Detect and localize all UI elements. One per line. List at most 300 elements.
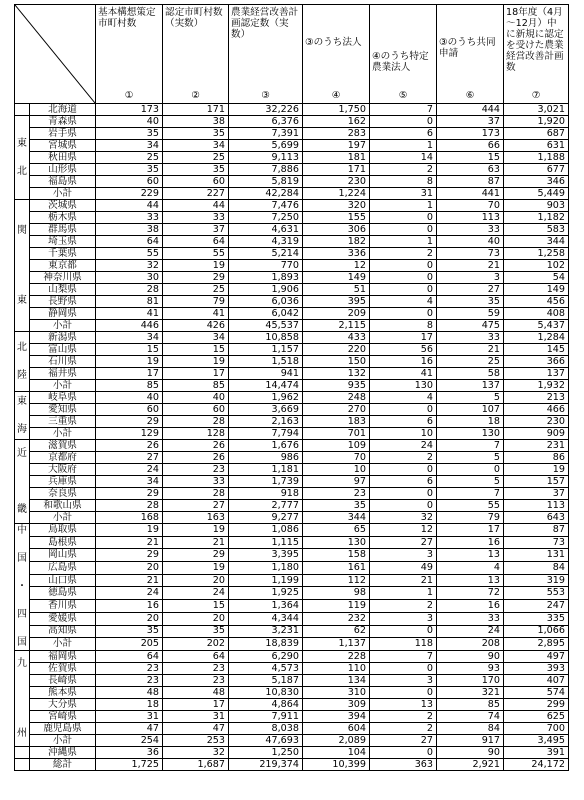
cell-col6: 33 [437,224,504,236]
row-label: 秋田県 [30,152,96,164]
cell-col3: 9,113 [229,152,303,164]
cell-col5: 4 [370,296,437,308]
cell-col6: 40 [437,236,504,248]
cell-col3: 3,395 [229,549,303,562]
table-row [15,344,569,356]
cell-col6: 87 [437,176,504,188]
cell-col4: 130 [303,536,370,549]
cell-col5: 2 [370,248,437,260]
cell-col1: 35 [96,128,163,140]
cell-col7: 1,066 [504,625,569,638]
cell-col4: 158 [303,549,370,562]
cell-col4: 104 [303,747,370,759]
certification-stats-table [14,4,569,771]
row-label: 長崎県 [30,675,96,687]
cell-col5: 56 [370,344,437,356]
cell-col2: 20 [163,574,229,587]
cell-col5: 0 [370,308,437,320]
cell-col2: 26 [163,440,229,452]
row-label: 山形県 [30,164,96,176]
cell-col5: 3 [370,675,437,687]
cell-col1: 32 [96,260,163,272]
row-label: 小計 [30,638,96,651]
cell-col1: 64 [96,236,163,248]
table-row [15,248,569,260]
cell-col3: 10,858 [229,332,303,344]
cell-col6: 74 [437,711,504,723]
cell-col4: 283 [303,128,370,140]
cell-col6: 73 [437,248,504,260]
cell-col1: 24 [96,587,163,600]
cell-col3: 3,669 [229,404,303,416]
cell-col4: 320 [303,200,370,212]
cell-col2: 23 [163,675,229,687]
cell-col2: 17 [163,699,229,711]
cell-col3: 6,042 [229,308,303,320]
cell-col5: 130 [370,380,437,392]
cell-col3: 18,839 [229,638,303,651]
row-label: 新潟県 [30,332,96,344]
cell-col1: 18 [96,699,163,711]
cell-col2: 25 [163,284,229,296]
cell-col2: 163 [163,512,229,524]
cell-col4: 155 [303,212,370,224]
table-row [15,549,569,562]
cell-col1: 60 [96,176,163,188]
cell-col7: 113 [504,500,569,512]
cell-col1: 85 [96,380,163,392]
row-label: 千葉県 [30,248,96,260]
cell-col1: 36 [96,747,163,759]
table-row [15,600,569,613]
cell-col6: 85 [437,699,504,711]
cell-col2: 35 [163,625,229,638]
cell-col1: 28 [96,284,163,296]
cell-col2: 64 [163,651,229,663]
cell-col2: 24 [163,587,229,600]
cell-col2: 426 [163,320,229,332]
cell-col2: 28 [163,416,229,428]
cell-col3: 1,906 [229,284,303,296]
cell-col2: 32 [163,747,229,759]
cell-col3: 1,181 [229,464,303,476]
cell-col1: 254 [96,735,163,747]
cell-col5: 6 [370,128,437,140]
cell-col1: 40 [96,392,163,404]
row-label: 岡山県 [30,549,96,562]
row-label: 山口県 [30,574,96,587]
header-col6: ③のうち共同申請 ⑥ [437,5,504,104]
cell-col7: 231 [504,440,569,452]
cell-col5: 0 [370,488,437,500]
cell-col4: 248 [303,392,370,404]
table-row [15,272,569,284]
cell-col5: 2 [370,164,437,176]
table-row [15,200,569,212]
cell-col2: 23 [163,663,229,675]
cell-col4: 23 [303,488,370,500]
cell-col4: 394 [303,711,370,723]
cell-col5: 6 [370,476,437,488]
cell-col3: 941 [229,368,303,380]
cell-col1: 168 [96,512,163,524]
cell-col6: 25 [437,356,504,368]
cell-col3: 1,180 [229,562,303,575]
cell-col5: 10 [370,428,437,440]
cell-col3: 1,086 [229,524,303,537]
cell-col6: 21 [437,260,504,272]
cell-col1: 20 [96,562,163,575]
cell-col2: 253 [163,735,229,747]
row-label: 小計 [30,428,96,440]
cell-col4: 98 [303,587,370,600]
cell-col3: 14,474 [229,380,303,392]
cell-col2: 202 [163,638,229,651]
cell-col7: 346 [504,176,569,188]
cell-col2: 17 [163,368,229,380]
cell-col1: 33 [96,212,163,224]
row-label: 愛知県 [30,404,96,416]
cell-col5: 12 [370,524,437,537]
cell-col1: 34 [96,140,163,152]
row-label: 大阪府 [30,464,96,476]
cell-col6: 16 [437,536,504,549]
cell-col2: 34 [163,332,229,344]
total-row [15,759,569,771]
cell-col6: 5 [437,476,504,488]
row-label: 石川県 [30,356,96,368]
cell-col1: 20 [96,612,163,625]
cell-col5: 27 [370,536,437,549]
cell-col6: 15 [437,152,504,164]
cell-col1: 35 [96,164,163,176]
cell-col6: 441 [437,188,504,200]
cell-col4: 10 [303,464,370,476]
cell-col4: 270 [303,404,370,416]
cell-col3: 1,115 [229,536,303,549]
cell-col4: 2,115 [303,320,370,332]
cell-col4: 171 [303,164,370,176]
table-row [15,104,569,116]
cell-col4: 149 [303,272,370,284]
cell-col5: 2 [370,600,437,613]
cell-col6: 90 [437,651,504,663]
cell-col2: 19 [163,260,229,272]
cell-col1: 21 [96,574,163,587]
cell-col2: 23 [163,464,229,476]
table-body [15,104,569,771]
cell-col4: 70 [303,452,370,464]
cell-col7: 909 [504,428,569,440]
cell-col7: 391 [504,747,569,759]
cell-col2: 20 [163,612,229,625]
cell-col3: 47,693 [229,735,303,747]
cell-col4: 935 [303,380,370,392]
cell-col5: 0 [370,260,437,272]
cell-col6: 55 [437,500,504,512]
cell-col6: 3 [437,272,504,284]
cell-col7: 102 [504,260,569,272]
cell-col4: 97 [303,476,370,488]
cell-col3: 4,319 [229,236,303,248]
table-row [15,404,569,416]
cell-col2: 60 [163,404,229,416]
cell-col7: 1,258 [504,248,569,260]
cell-col4: 228 [303,651,370,663]
cell-col7: 87 [504,524,569,537]
cell-col4: 62 [303,625,370,638]
row-label: 奈良県 [30,488,96,500]
row-label: 岐阜県 [30,392,96,404]
cell-col1: 34 [96,332,163,344]
cell-col7: 553 [504,587,569,600]
cell-col6: 35 [437,296,504,308]
cell-col6: 17 [437,524,504,537]
cell-col4: 306 [303,224,370,236]
cell-col5: 41 [370,368,437,380]
cell-col6: 72 [437,587,504,600]
cell-col3: 1,250 [229,747,303,759]
cell-col6: 63 [437,164,504,176]
cell-col3: 3,231 [229,625,303,638]
region-label: 九 州 [15,651,30,747]
cell-col4: 35 [303,500,370,512]
cell-col7: 137 [504,368,569,380]
cell-col6: 21 [437,344,504,356]
row-label: 富山県 [30,344,96,356]
row-label: 山梨県 [30,284,96,296]
row-label: 長野県 [30,296,96,308]
cell-col4: 197 [303,140,370,152]
table-row [15,612,569,625]
corner-cell [15,5,96,104]
row-label: 徳島県 [30,587,96,600]
cell-col7: 3,495 [504,735,569,747]
cell-col5: 6 [370,416,437,428]
cell-col2: 85 [163,380,229,392]
table-row [15,663,569,675]
cell-col3: 5,187 [229,675,303,687]
row-label: 沖縄県 [30,747,96,759]
cell-col4: 109 [303,440,370,452]
cell-col5: 1 [370,587,437,600]
cell-col4: 1,137 [303,638,370,651]
cell-col2: 26 [163,452,229,464]
cell-col2: 33 [163,212,229,224]
cell-col1: 60 [96,404,163,416]
cell-col7: 213 [504,392,569,404]
cell-col2: 19 [163,562,229,575]
header-col2: 認定市町村数（実数） ② [163,5,229,104]
cell-col7: 1,188 [504,152,569,164]
cell-col5: 7 [370,104,437,116]
cell-col1: 31 [96,711,163,723]
cell-col5: 8 [370,176,437,188]
cell-col2: 28 [163,488,229,500]
cell-col5: 2 [370,723,437,735]
cell-col4: 395 [303,296,370,308]
table-row [15,116,569,128]
cell-col4: 433 [303,332,370,344]
cell-col6: 7 [437,488,504,500]
cell-col5: 118 [370,638,437,651]
row-label: 大分県 [30,699,96,711]
cell-col1: 34 [96,476,163,488]
cell-col6: 93 [437,663,504,675]
cell-col6: 16 [437,600,504,613]
cell-col5: 13 [370,699,437,711]
table-row [15,625,569,638]
table-row [15,164,569,176]
cell-col7: 86 [504,452,569,464]
table-row [15,562,569,575]
cell-col5: 0 [370,212,437,224]
row-label: 宮城県 [30,140,96,152]
cell-col2: 29 [163,549,229,562]
row-label: 福島県 [30,176,96,188]
table-row [15,711,569,723]
cell-col1: 40 [96,116,163,128]
cell-col1: 81 [96,296,163,308]
cell-col1: 19 [96,356,163,368]
cell-col1: 23 [96,675,163,687]
row-label: 福岡県 [30,651,96,663]
table-row [15,723,569,735]
cell-col7: 1,284 [504,332,569,344]
cell-col1: 41 [96,308,163,320]
cell-col6: 321 [437,687,504,699]
cell-col5: 0 [370,116,437,128]
row-label: 広島県 [30,562,96,575]
cell-col2: 19 [163,524,229,537]
cell-col5: 0 [370,284,437,296]
row-label: 北海道 [30,104,96,116]
cell-col3: 219,374 [229,759,303,771]
cell-col1: 29 [96,416,163,428]
cell-col3: 986 [229,452,303,464]
cell-col7: 631 [504,140,569,152]
table-row [15,416,569,428]
cell-col5: 2 [370,711,437,723]
table-row [15,176,569,188]
subtotal-row [15,512,569,524]
cell-col3: 1,893 [229,272,303,284]
cell-col4: 604 [303,723,370,735]
cell-col3: 5,214 [229,248,303,260]
cell-col5: 0 [370,687,437,699]
cell-col3: 8,038 [229,723,303,735]
cell-col3: 1,364 [229,600,303,613]
cell-col7: 1,920 [504,116,569,128]
cell-col2: 41 [163,308,229,320]
cell-col3: 6,376 [229,116,303,128]
cell-col6: 70 [437,200,504,212]
cell-col1: 16 [96,600,163,613]
cell-col5: 21 [370,574,437,587]
cell-col4: 12 [303,260,370,272]
row-label: 香川県 [30,600,96,613]
cell-col2: 25 [163,152,229,164]
cell-col6: 13 [437,574,504,587]
cell-col2: 227 [163,188,229,200]
cell-col6: 170 [437,675,504,687]
table-row [15,368,569,380]
cell-col5: 0 [370,747,437,759]
cell-col6: 79 [437,512,504,524]
row-label: 静岡県 [30,308,96,320]
cell-col4: 134 [303,675,370,687]
cell-col5: 31 [370,188,437,200]
cell-col5: 3 [370,549,437,562]
cell-col2: 171 [163,104,229,116]
cell-col2: 34 [163,140,229,152]
table-row [15,392,569,404]
cell-col6: 27 [437,284,504,296]
row-label: 福井県 [30,368,96,380]
cell-col2: 55 [163,248,229,260]
cell-col7: 643 [504,512,569,524]
table-row [15,140,569,152]
cell-col4: 220 [303,344,370,356]
cell-col3: 2,163 [229,416,303,428]
cell-col7: 456 [504,296,569,308]
cell-col4: 112 [303,574,370,587]
cell-col5: 0 [370,500,437,512]
cell-col7: 1,932 [504,380,569,392]
cell-col3: 7,476 [229,200,303,212]
cell-col3: 5,699 [229,140,303,152]
cell-col5: 0 [370,464,437,476]
cell-col3: 9,277 [229,512,303,524]
cell-col4: 110 [303,663,370,675]
table-row [15,224,569,236]
cell-col3: 10,830 [229,687,303,699]
cell-col4: 310 [303,687,370,699]
cell-col5: 4 [370,392,437,404]
cell-col4: 51 [303,284,370,296]
cell-col1: 129 [96,428,163,440]
cell-col6: 84 [437,723,504,735]
row-label: 茨城県 [30,200,96,212]
cell-col6: 24 [437,625,504,638]
cell-col3: 4,344 [229,612,303,625]
cell-col2: 128 [163,428,229,440]
cell-col6: 917 [437,735,504,747]
header-col1: 基本構想策定市町村数 ① [96,5,163,104]
cell-col4: 336 [303,248,370,260]
cell-col5: 8 [370,320,437,332]
cell-col6: 7 [437,440,504,452]
cell-col7: 37 [504,488,569,500]
subtotal-row [15,380,569,392]
table-row [15,128,569,140]
cell-col7: 700 [504,723,569,735]
cell-col1: 21 [96,536,163,549]
cell-col2: 33 [163,476,229,488]
cell-col6: 13 [437,549,504,562]
subtotal-row [15,735,569,747]
cell-col3: 4,573 [229,663,303,675]
cell-col7: 903 [504,200,569,212]
cell-col3: 7,886 [229,164,303,176]
cell-col7: 299 [504,699,569,711]
row-label: 三重県 [30,416,96,428]
cell-col5: 0 [370,404,437,416]
subtotal-row [15,320,569,332]
cell-col6: 2,921 [437,759,504,771]
row-label: 東京都 [30,260,96,272]
cell-col3: 45,537 [229,320,303,332]
